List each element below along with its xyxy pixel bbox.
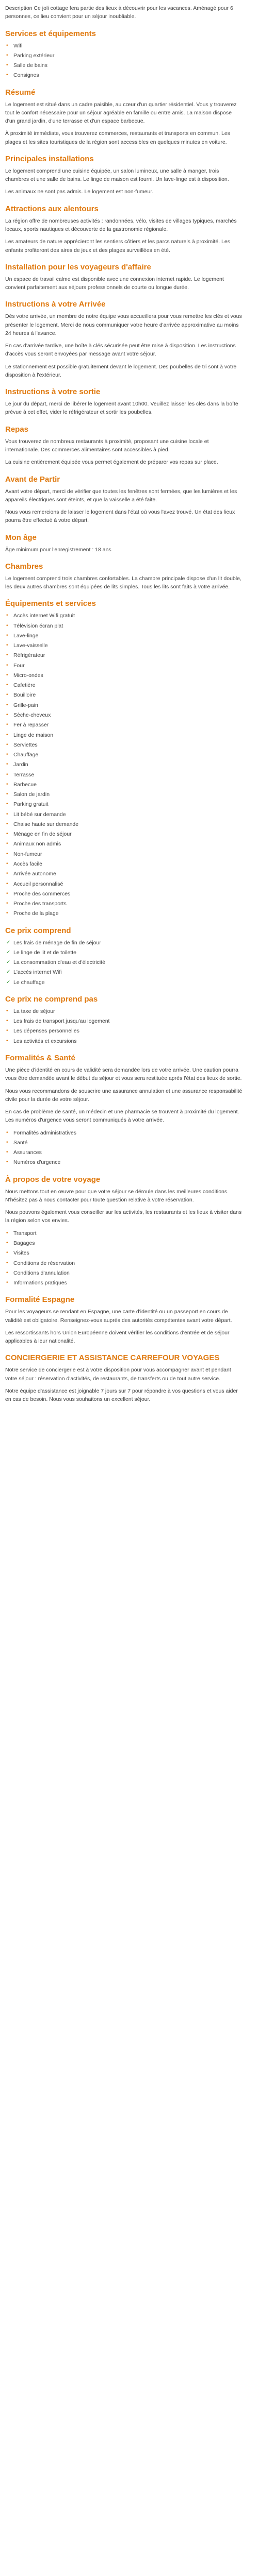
list-item-label: Télévision écran plat xyxy=(13,622,63,629)
bullet-icon: • xyxy=(6,1260,8,1266)
bullet-icon: • xyxy=(6,42,8,48)
intro-text: Description Ce joli cottage fera partie des lieux à découvrir pour les vacances. Aménagé pour 6 personnes, ce lieu convient pour un séjour inoubliable. xyxy=(5,5,233,20)
list-item-label: Accueil personnalisé xyxy=(13,880,63,887)
list-item-label: Serviettes xyxy=(13,741,38,748)
list-item-label: Jardin xyxy=(13,761,28,768)
list-item xyxy=(5,909,243,918)
section-paragraph: Nous vous recommandons de souscrire une assurance annulation et une assurance responsabilité civile pour la durée de votre séjour. xyxy=(5,1088,243,1103)
list-item-label: Réfrigérateur xyxy=(13,652,45,659)
bullet-icon: • xyxy=(6,910,8,917)
list-item-label: Linge de maison xyxy=(13,732,54,738)
list-item xyxy=(5,1017,243,1025)
bullet-icon: • xyxy=(6,1250,8,1256)
bullet-icon: • xyxy=(6,761,8,768)
list-item-label: Grille-pain xyxy=(13,702,38,708)
section-heading: Repas xyxy=(5,425,29,434)
bullet-icon: • xyxy=(6,52,8,58)
list-item-label: Parking extérieur xyxy=(13,52,55,59)
section-paragraph: Dès votre arrivée, un membre de notre équipe vous accueillera pour vous remettre les clés et vous présenter le logement. Merci de nous communiquer votre heure d'arrivée approximative au moins 24 heures à l'avance. xyxy=(5,313,242,336)
list-item xyxy=(5,751,243,759)
list-item xyxy=(5,651,243,659)
list-item xyxy=(5,771,243,779)
section-heading: Chambres xyxy=(5,562,43,571)
section-paragraph: Âge minimum pour l'enregistrement : 18 ans xyxy=(5,546,111,553)
list-item-label: Chaise haute sur demande xyxy=(13,821,79,827)
list-item xyxy=(5,781,243,789)
list-item xyxy=(5,870,243,878)
list-item xyxy=(5,860,243,868)
list-item xyxy=(5,61,243,70)
list-item-label: Micro-ondes xyxy=(13,672,43,679)
section xyxy=(5,1175,243,1287)
section xyxy=(5,1295,243,1345)
list-item xyxy=(5,1158,243,1166)
list-item-label: Terrasse xyxy=(13,771,35,778)
bullet-icon: • xyxy=(6,781,8,787)
list-item xyxy=(5,632,243,640)
list-item xyxy=(5,701,243,709)
bullet-icon: • xyxy=(6,702,8,708)
bullet-icon: • xyxy=(6,672,8,678)
check-icon: ✓ xyxy=(6,979,11,985)
section-paragraph: Avant votre départ, merci de vérifier que toutes les fenêtres sont fermées, que les lumières et les appareils électriques sont éteints, et que la vaisselle a été faite. xyxy=(5,488,237,503)
list-item xyxy=(5,890,243,898)
bullet-icon: • xyxy=(6,1230,8,1236)
section-paragraph: Les animaux ne sont pas admis. Le logement est non-fumeur. xyxy=(5,189,154,195)
bullet-icon: • xyxy=(6,752,8,758)
bullet-icon: • xyxy=(6,1159,8,1165)
bullet-icon: • xyxy=(6,613,8,619)
section xyxy=(5,1353,243,1403)
list-item xyxy=(5,850,243,858)
list-item-label: Le linge de lit et de toilette xyxy=(13,949,77,956)
list-item-label: Transport xyxy=(13,1230,37,1236)
list-item xyxy=(5,1279,243,1287)
list-item-label: Les activités et excursions xyxy=(13,1038,77,1044)
bullet-icon: • xyxy=(6,632,8,638)
section-paragraph: Les amateurs de nature apprécieront les sentiers côtiers et les parcs naturels à proximité. Les enfants profiteront des aires de jeux et des plages surveillées en été. xyxy=(5,239,230,253)
list-item xyxy=(5,810,243,819)
list-item-label: Barbecue xyxy=(13,781,37,788)
list-item-label: Lit bébé sur demande xyxy=(13,811,66,818)
list-item-label: Assurances xyxy=(13,1149,42,1156)
bullet-icon: • xyxy=(6,1139,8,1145)
section-paragraph: Pour les voyageurs se rendant en Espagne, une carte d'identité ou un passeport en cours de validité est obligatoire. Renseignez-vous auprès des autorités compétentes avant votre départ. xyxy=(5,1309,232,1324)
section xyxy=(5,425,243,467)
bullet-icon: • xyxy=(6,791,8,798)
list-item-label: Proche de la plage xyxy=(13,910,59,917)
bullet-icon: • xyxy=(6,1129,8,1136)
list-item xyxy=(5,900,243,908)
bullet-icon: • xyxy=(6,880,8,887)
bullet-icon: • xyxy=(6,652,8,658)
list-item-label: Les dépenses personnelles xyxy=(13,1028,79,1035)
section-paragraph: Une pièce d'identité en cours de validité sera demandée lors de votre arrivée. Une caution pourra vous être demandée avant le début du séjour et vous sera restituée après l'état des lieux de sortie. xyxy=(5,1066,242,1082)
section xyxy=(5,926,243,987)
section-heading: Services et équipements xyxy=(5,29,96,38)
bullet-icon: • xyxy=(6,682,8,688)
list-item-label: Animaux non admis xyxy=(13,841,61,848)
section-paragraph: En cas de problème de santé, un médecin et une pharmacie se trouvent à proximité du logement. Les numéros d'urgence vous seront communiqués à votre arrivée. xyxy=(5,1109,239,1124)
list-item xyxy=(5,721,243,729)
list-item-label: L'accès internet Wifi xyxy=(13,969,62,976)
section xyxy=(5,599,243,918)
list-item xyxy=(5,662,243,670)
section xyxy=(5,995,243,1045)
section-paragraph: Le jour du départ, merci de libérer le logement avant 10h00. Veuillez laisser les clés dans la boîte prévue à cet effet, vider le réfrigérateur et sortir les poubelles. xyxy=(5,401,238,416)
list-item xyxy=(5,948,243,957)
bullet-icon: • xyxy=(6,871,8,877)
list-item-label: La consommation d'eau et d'électricité xyxy=(13,959,105,966)
list-item-label: Salon de jardin xyxy=(13,791,50,798)
list-item xyxy=(5,978,243,987)
list-item xyxy=(5,1037,243,1045)
bullet-icon: • xyxy=(6,831,8,837)
list-item xyxy=(5,1229,243,1238)
list-item xyxy=(5,711,243,719)
list-item-label: Four xyxy=(13,662,25,669)
bullet-icon: • xyxy=(6,841,8,847)
bullet-icon: • xyxy=(6,1149,8,1156)
section-paragraph: Notre équipe d'assistance est joignable 7 jours sur 7 pour répondre à vos questions et vous aider en cas de besoin. Nous vous souhaitons un excellent séjour. xyxy=(5,1387,238,1403)
list-item-label: Arrivée autonome xyxy=(13,871,56,877)
list-item xyxy=(5,1027,243,1035)
bullet-icon: • xyxy=(6,741,8,748)
list-item xyxy=(5,1259,243,1267)
bullet-icon: • xyxy=(6,771,8,777)
bullet-icon: • xyxy=(6,1240,8,1246)
check-icon: ✓ xyxy=(6,949,11,955)
bullet-icon: • xyxy=(6,1018,8,1024)
list-item-label: Non-fumeur xyxy=(13,851,42,857)
bullet-icon: • xyxy=(6,1038,8,1044)
section-paragraph: Le logement est situé dans un cadre paisible, au cœur d'un quartier résidentiel. Vous y trouverez tout le confort nécessaire pour un séjour agréable en famille ou entre amis. La maison dispose d'un grand jardin, d'une terrasse et d'un espace barbecue. xyxy=(5,101,237,125)
check-icon: ✓ xyxy=(6,959,11,965)
section-heading: Instructions à votre Arrivée xyxy=(5,300,106,309)
list-item-label: Cafetière xyxy=(13,682,36,689)
bullet-icon: • xyxy=(6,692,8,698)
list-item-label: Lave-linge xyxy=(13,632,39,639)
bullet-icon: • xyxy=(6,732,8,738)
list-item xyxy=(5,622,243,630)
check-icon: ✓ xyxy=(6,939,11,945)
bullet-icon: • xyxy=(6,901,8,907)
section-paragraph: Le logement comprend trois chambres confortables. La chambre principale dispose d'un lit double, les deux autres chambres sont équipées de lits simples. Tous les lits sont faits à votre arrivée. xyxy=(5,575,241,590)
section-paragraph: Nous vous remercions de laisser le logement dans l'état où vous l'avez trouvé. Un état des lieux pourra être effectué à votre départ. xyxy=(5,509,235,524)
list-item xyxy=(5,71,243,79)
list-item xyxy=(5,968,243,976)
list-item xyxy=(5,52,243,60)
bullet-icon: • xyxy=(6,722,8,728)
section xyxy=(5,263,243,292)
sections-container xyxy=(5,29,243,1404)
list-item-label: Santé xyxy=(13,1139,28,1146)
list-item xyxy=(5,731,243,739)
bullet-icon: • xyxy=(6,642,8,649)
section-paragraph: Vous trouverez de nombreux restaurants à proximité, proposant une cuisine locale et internationale. Des commerces alimentaires sont accessibles à pied. xyxy=(5,438,209,453)
list-item-label: Wifi xyxy=(13,42,23,49)
list-item-label: Proche des commerces xyxy=(13,890,71,897)
section-paragraph: Le logement comprend une cuisine équipée, un salon lumineux, une salle à manger, trois chambres et une salle de bains. Le linge de maison est fourni. Un lave-linge est à disposition. xyxy=(5,167,229,183)
section-list xyxy=(5,939,243,987)
list-item-label: Les frais de ménage de fin de séjour xyxy=(13,939,101,946)
list-item xyxy=(5,800,243,808)
section-list xyxy=(5,612,243,918)
list-item xyxy=(5,840,243,848)
section-paragraph: La région offre de nombreuses activités : randonnées, vélo, visites de villages typiques, marchés locaux, sports nautiques et découverte de la gastronomie régionale. xyxy=(5,217,237,232)
list-item xyxy=(5,612,243,620)
section xyxy=(5,1054,243,1167)
section-heading: Ce prix comprend xyxy=(5,926,71,935)
section-heading: CONCIERGERIE ET ASSISTANCE CARREFOUR VOYAGES xyxy=(5,1353,220,1363)
section xyxy=(5,88,243,146)
section-list xyxy=(5,1007,243,1045)
section-heading: Instructions à votre sortie xyxy=(5,387,101,397)
section-heading: Résumé xyxy=(5,88,36,97)
list-item-label: Proche des transports xyxy=(13,901,67,907)
list-item-label: Les frais de transport jusqu'au logement xyxy=(13,1018,110,1025)
list-item xyxy=(5,939,243,947)
list-item-label: Bouilloire xyxy=(13,692,36,699)
list-item xyxy=(5,1239,243,1247)
section-paragraph: En cas d'arrivée tardive, une boîte à clés sécurisée peut être mise à disposition. Les instructions d'accès vous seront envoyées par message avant votre séjour. xyxy=(5,343,236,358)
section-heading: Principales installations xyxy=(5,154,94,163)
bullet-icon: • xyxy=(6,62,8,69)
section xyxy=(5,300,243,379)
section-paragraph: Les ressortissants hors Union Européenne doivent vérifier les conditions d'entrée et de séjour applicables à leur nationalité. xyxy=(5,1329,230,1345)
section-heading: Mon âge xyxy=(5,533,37,542)
list-item-label: Formalités administratives xyxy=(13,1129,76,1136)
list-item-label: Chauffage xyxy=(13,752,39,758)
list-item xyxy=(5,1007,243,1015)
list-item-label: Sèche-cheveux xyxy=(13,712,51,719)
section-paragraph: À proximité immédiate, vous trouverez commerces, restaurants et transports en commun. Les plages et les sites touristiques de la région sont accessibles en quelques minutes en voiture. xyxy=(5,130,230,145)
bullet-icon: • xyxy=(6,811,8,817)
list-item-label: Lave-vaisselle xyxy=(13,642,48,649)
section-heading: Attractions aux alentours xyxy=(5,204,99,213)
check-icon: ✓ xyxy=(6,969,11,975)
section-heading: Ce prix ne comprend pas xyxy=(5,994,98,1004)
bullet-icon: • xyxy=(6,890,8,896)
section-paragraph: Nous mettons tout en œuvre pour que votre séjour se déroule dans les meilleures conditions. N'hésitez pas à nous contacter pour toute question relative à votre réservation. xyxy=(5,1188,229,1203)
list-item-label: Le chauffage xyxy=(13,979,45,986)
list-item-label: Consignes xyxy=(13,72,39,79)
bullet-icon: • xyxy=(6,712,8,718)
section-paragraph: Le stationnement est possible gratuitement devant le logement. Des poubelles de tri sont à votre disposition à l'extérieur. xyxy=(5,363,237,378)
section-paragraph: Nous pouvons également vous conseiller sur les activités, les restaurants et les lieux à visiter dans la région selon vos envies. xyxy=(5,1209,242,1224)
section xyxy=(5,29,243,80)
section-heading: Avant de Partir xyxy=(5,474,60,484)
list-item-label: Accès facile xyxy=(13,861,43,867)
list-item xyxy=(5,1249,243,1257)
list-item xyxy=(5,681,243,689)
section xyxy=(5,205,243,255)
list-item-label: Accès internet Wifi gratuit xyxy=(13,613,75,619)
list-item-label: Conditions de réservation xyxy=(13,1260,75,1266)
section-list xyxy=(5,1229,243,1287)
bullet-icon: • xyxy=(6,821,8,827)
section-heading: À propos de votre voyage xyxy=(5,1175,101,1184)
list-item xyxy=(5,741,243,749)
bullet-icon: • xyxy=(6,1028,8,1034)
list-item xyxy=(5,760,243,769)
section-heading: Formalités & Santé xyxy=(5,1053,75,1062)
list-item-label: Numéros d'urgence xyxy=(13,1159,61,1166)
section-heading: Formalité Espagne xyxy=(5,1295,75,1304)
list-item-label: Conditions d'annulation xyxy=(13,1269,70,1276)
section-paragraph: Un espace de travail calme est disponible avec une connexion internet rapide. Le logement convient parfaitement aux séjours professionnels de courte ou longue durée. xyxy=(5,276,224,291)
list-item xyxy=(5,42,243,50)
section-list xyxy=(5,1129,243,1167)
list-item xyxy=(5,830,243,838)
bullet-icon: • xyxy=(6,861,8,867)
bullet-icon: • xyxy=(6,622,8,629)
list-item xyxy=(5,1269,243,1277)
list-item-label: Ménage en fin de séjour xyxy=(13,831,72,838)
list-item-label: Fer à repasser xyxy=(13,722,49,728)
list-item xyxy=(5,1139,243,1147)
section-paragraph: Notre service de conciergerie est à votre disposition pour vous accompagner avant et pendant votre séjour : réservation d'activités, de restaurants, de transferts ou de tout autre service. xyxy=(5,1367,231,1382)
list-item-label: Bagages xyxy=(13,1240,35,1246)
list-item xyxy=(5,671,243,680)
bullet-icon: • xyxy=(6,1008,8,1014)
bullet-icon: • xyxy=(6,1280,8,1286)
section xyxy=(5,387,243,417)
section xyxy=(5,533,243,554)
list-item xyxy=(5,1129,243,1137)
list-item-label: La taxe de séjour xyxy=(13,1008,55,1014)
list-item-label: Salle de bains xyxy=(13,62,47,69)
list-item xyxy=(5,820,243,828)
bullet-icon: • xyxy=(6,801,8,807)
section-paragraph: La cuisine entièrement équipée vous permet également de préparer vos repas sur place. xyxy=(5,459,218,466)
section-heading: Équipements et services xyxy=(5,599,96,608)
list-item-label: Visites xyxy=(13,1250,29,1257)
section xyxy=(5,562,243,591)
section-heading: Installation pour les voyageurs d'affaire xyxy=(5,262,151,272)
list-item-label: Parking gratuit xyxy=(13,801,49,808)
list-item-label: Informations pratiques xyxy=(13,1280,67,1286)
list-item xyxy=(5,958,243,967)
bullet-icon: • xyxy=(6,1269,8,1276)
list-item xyxy=(5,641,243,650)
section xyxy=(5,155,243,196)
list-item xyxy=(5,790,243,799)
bullet-icon: • xyxy=(6,72,8,78)
bullet-icon: • xyxy=(6,662,8,668)
section xyxy=(5,475,243,525)
section-list xyxy=(5,42,243,80)
bullet-icon: • xyxy=(6,851,8,857)
list-item xyxy=(5,691,243,699)
list-item xyxy=(5,880,243,888)
list-item xyxy=(5,1148,243,1157)
